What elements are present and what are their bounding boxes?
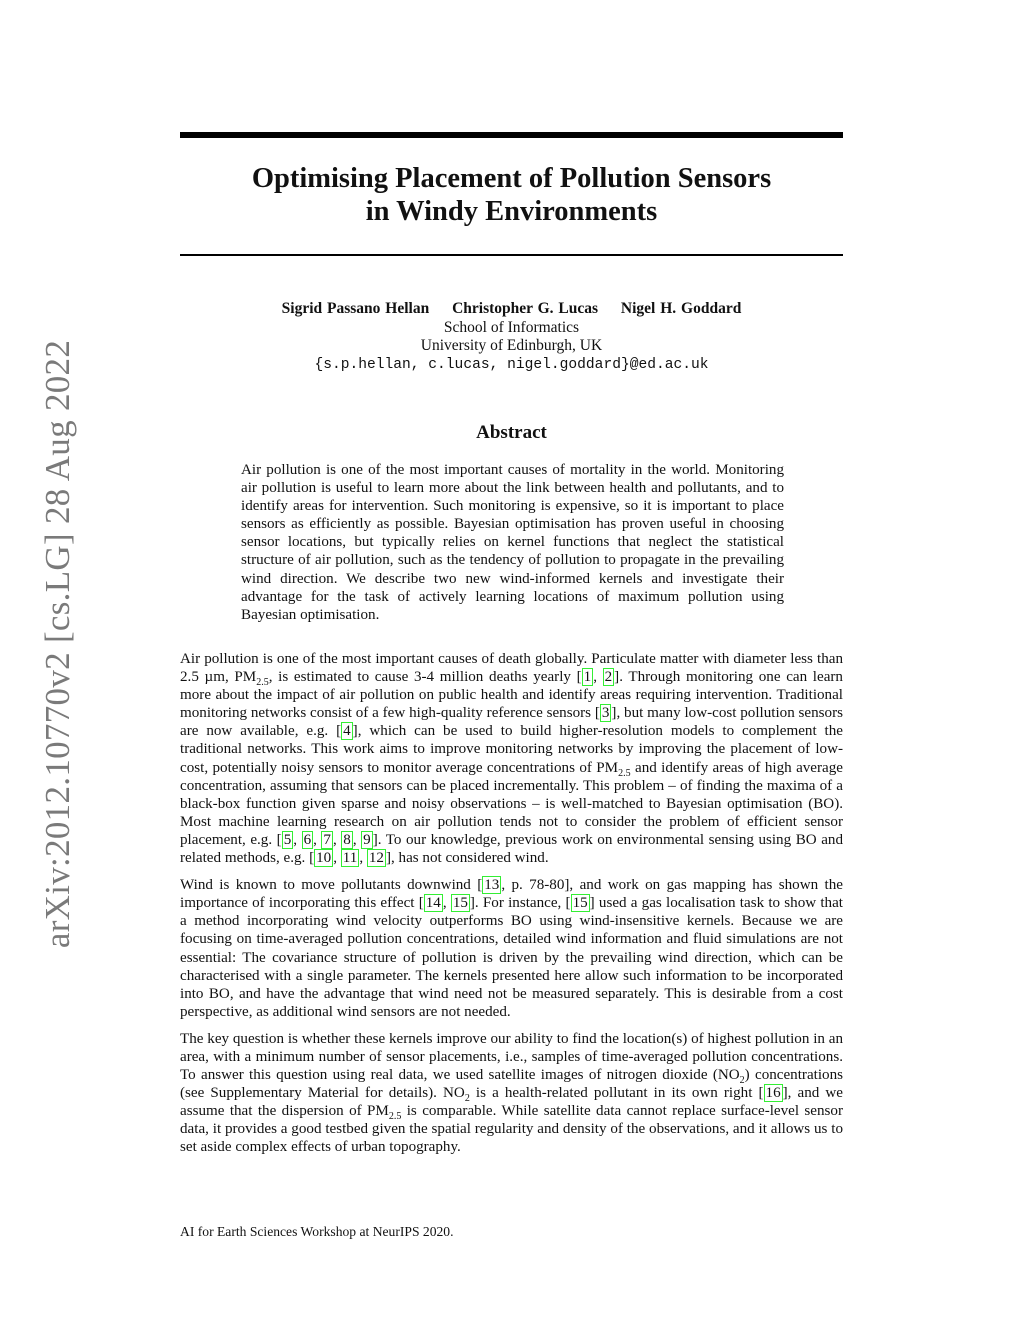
paper-title [180,162,843,228]
workshop-footnote: AI for Earth Sciences Workshop at NeurIPS 2020. [180,1224,454,1239]
title-line-2: in Windy Environments [365,196,658,227]
paragraph-3 [180,1030,843,1157]
subscript: 2 [464,1093,470,1105]
text-span: ], and we assume that the dispersion of PM [180,1085,843,1120]
text-span: and identify areas of high average concentration, assuming that sensors can be placed incrementally. This problem – of finding the maxima of a black-box function given sparse and noisy observations – is well-matched to Bayesian optimisation (BO). Most machine learning research on air pollution tends not to consider the problem of efficient sensor placement, e.g. [ [180,759,843,848]
citation-link[interactable]: 1 [583,669,592,686]
text-span: Air pollution is one of the most important causes of death globally. Particulate matter with diameter less than 2.5 µm, PM [180,651,843,686]
citation-link[interactable]: 9 [363,831,371,848]
citation-link[interactable]: 3 [601,705,610,722]
text-span: is a health-related pollutant in its own right [ [469,1085,764,1102]
citation-link[interactable]: 14 [425,895,441,912]
text-span: ]. Through monitoring one can learn more about the impact of air pollution on public health and identify areas requiring intervention. Traditional monitoring networks consist of a few high-quality reference sensors [ [180,669,843,722]
text-span: , [593,669,603,686]
citation-link[interactable]: 12 [368,850,384,867]
text-span: Wind is known to move pollutants downwind [ [180,877,483,894]
author-3: Nigel H. Goddard [620,300,742,317]
title-rule-top [180,132,843,138]
citation-link[interactable]: 4 [343,723,351,740]
author-emails: {s.p.hellan, c.lucas, nigel.goddard}@ed.ac.uk [314,356,709,373]
abstract-heading: Abstract [476,422,547,443]
text-span: The key question is whether these kernels improve our ability to find the location(s) of highest pollution in an area, with a minimum number of sensor placements, i.e., samples of time-averaged pollution concentrations. To answer this question using real data, we used satellite images of nitrogen dioxide (NO [180,1030,843,1084]
affiliation-university: University of Edinburgh, UK [420,337,603,354]
citation-link[interactable]: 11 [342,850,358,867]
citation-link[interactable]: 8 [343,831,351,848]
subscript: 2.5 [256,677,269,689]
main-body [180,650,843,1166]
subscript: 2.5 [618,767,631,779]
text-span: ], but many low-cost pollution sensors are now available, e.g. [ [180,705,844,740]
paragraph-1: Air pollution is one of the most important causes of death globally. Particulate matter with diameter less than 2.5 µm, $PM_{2.5}$, is estimated to cause 3-4 million deaths yearly [ 1 , 2 ]. Through monitoring one can learn more about the impact of air pollution on public health and identify areas requiring intervention. Traditional monitoring networks consist of a few high-quality reference sensors [ 3 ], but many low-cost pollution sensors are now available, e.g. [ 4 ], which can be used to build higher-resolution models to complement the traditional networks. This work aims to improve monitoring networks by improving the placement of low-cost, potentially noisy sensors to monitor average concentrations of $PM_{2.5}$ and identify areas of high average concentration, assuming that sensors can be placed incrementally. This problem – of finding the maxima of a black-box function given sparse and noisy observations – is well-matched to Bayesian optimisation (BO). Most machine learning research on air pollution tends not to consider the problem of efficient sensor placement, e.g. [ 5 , 6 , 7 , 8 , 9 ]. To our knowledge, previous work on environmental sensing using BO and related methods, e.g. [ 10 , 11 , 12 ], has not considered wind. [180,651,844,867]
citation-link[interactable]: 2 [604,669,613,686]
citation-link[interactable]: 5 [283,831,292,848]
abstract-body: Air pollution is one of the most important causes of mortality in the world. Monitoring air pollution is useful to learn more about the link between health and pollutants, and to identify areas for intervention. Such monitoring is expensive, so it is important to place sensors as efficiently as possible. Bayesian optimisation has proven useful in choosing sensor locations, but typically relies on kernel functions that neglect the statistical structure of air pollution, such as the tendency of pollution to propagate in the prevailing wind direction. We describe two new wind-informed kernels and investigate their advantage for the task of actively learning locations of maximum pollution using Bayesian optimisation. [241,462,784,623]
author-1: Sigrid Passano Hellan [281,300,430,317]
arxiv-identifier: arXiv:2012.10770v2 [cs.LG] 28 Aug 2022 [38,339,77,949]
subscript: 2.5 [388,1111,402,1123]
text-span: ], which can be used to build higher-resolution models to complement the traditional networks. This work aims to improve monitoring networks by improving the placement of low-cost, potentially noisy sensors to monitor average concentrations of PM [180,723,843,776]
subscript: 2 [739,1075,745,1087]
text-span: ]. For instance, [ [469,895,571,912]
author-names [180,300,843,319]
text-span: , is estimated to cause 3-4 million deaths yearly [ [268,669,582,686]
text-span: ) concentrations (see Supplementary Material for details). NO [180,1067,844,1102]
text-span: , p. 78-80], and work on gas mapping has shown the importance of incorporating this effect [ [180,877,843,912]
citation-link[interactable]: 7 [323,831,331,848]
paragraph-2: Wind is known to move pollutants downwind [ 13 , p. 78-80], and work on gas mapping has shown the importance of incorporating this effect [ 14 , 15 ]. For instance, [ 15 ] used a gas localisation task to show that a method incorporating wind velocity outperforms BO using wind-insensitive kernels. Because we are focusing on time-averaged pollution concentrations, detailed wind information and fluid simulations are not essential: The covariance structure of pollution is driven by the prevailing wind direction, which can be characterised with a single parameter. The kernels presented here allow such information to be incorporated into BO, and have the advantage that wind need not be measured separately. This is desirable from a cost perspective, as additional wind sensors are not needed. [180,877,843,1020]
citation-link[interactable]: 10 [316,850,332,867]
text-span: is comparable. While satellite data cannot replace surface-level sensor data, it provides a good testbed given the spatial regularity and density of the observations, and it allows us to set aside complex effects of urban topography. [180,1103,844,1156]
text-span: ] used a gas localisation task to show that a method incorporating wind velocity outperforms BO using wind-insensitive kernels. Because we are focusing on time-averaged pollution concentrations, detailed wind information and fluid simulations are not essential: The covariance structure of pollution is driven by the prevailing wind direction, which can be characterised with a single parameter. The kernels presented here allow such information to be incorporated into BO, and have the advantage that wind need not be measured separately. This is desirable from a cost perspective, as additional wind sensors are not needed. [180,895,843,1020]
citation-link[interactable]: 16 [765,1085,781,1102]
text-span: ], has not considered wind. [385,850,549,867]
author-2: Christopher G. Lucas [452,300,599,317]
citation-link[interactable]: 15 [572,895,588,912]
affiliation-department: School of Informatics [443,318,580,336]
citation-link[interactable]: 13 [484,877,500,894]
text-span: ]. To our knowledge, previous work on environmental sensing using BO and related methods, e.g. [ [180,831,843,867]
citation-link[interactable]: 6 [303,831,312,848]
citation-link[interactable]: 15 [452,895,468,912]
author-block [180,300,843,374]
title-rule-bottom [180,254,843,256]
title-line-1: Optimising Placement of Pollution Sensors [251,163,772,194]
